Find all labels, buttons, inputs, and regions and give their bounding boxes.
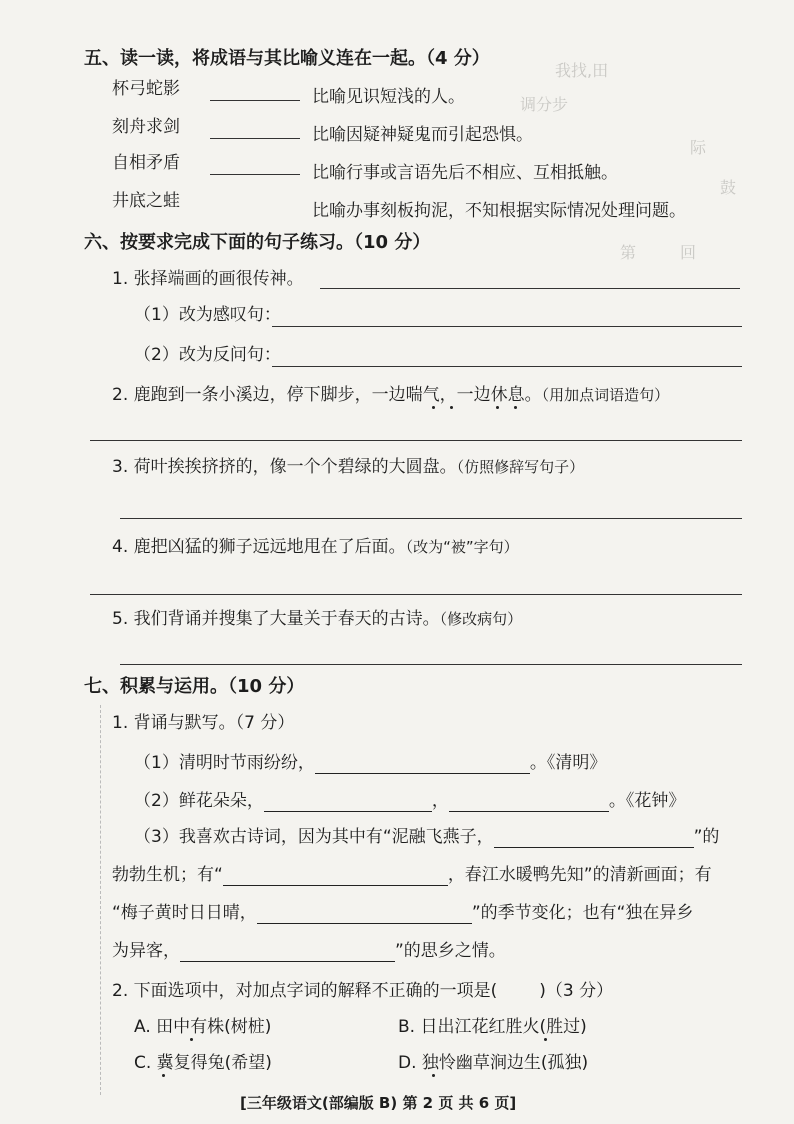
fill-blank[interactable] [180, 943, 395, 962]
bleed-through-text: 第 [620, 243, 637, 262]
fill-blank[interactable] [257, 905, 472, 924]
match-blank[interactable] [210, 100, 300, 101]
idiom-item: 刻舟求剑 [112, 117, 180, 137]
question-text [112, 980, 613, 1002]
fill-line [112, 902, 693, 924]
poem-prompt: （2）鲜花朵朵， [134, 791, 264, 811]
answer-line[interactable] [272, 326, 742, 327]
fill-line [112, 864, 712, 886]
section5-title: 五、读一读，将成语与其比喻义连在一起。（4 分） [84, 48, 490, 69]
fill-line [134, 826, 719, 848]
emphasis-dot [190, 1038, 193, 1041]
answer-line[interactable] [90, 594, 742, 595]
question-body: 2. 下面选项中，对加点字词的解释不正确的一项是( [112, 981, 498, 1001]
poem-prompt: （3）我喜欢古诗词，因为其中有“泥融飞燕子， [134, 827, 494, 847]
emphasis-dot [544, 1038, 547, 1041]
question-text: 1. 背诵与默写。（7 分） [112, 713, 295, 733]
question-note: （用加点词语造句） [541, 386, 670, 404]
answer-line[interactable] [90, 440, 742, 441]
section6-title: 六、按要求完成下面的句子练习。（10 分） [84, 232, 431, 253]
poem-text: ”的季节变化；也有“独在异乡 [471, 903, 694, 923]
idiom-item: 杯弓蛇影 [112, 79, 180, 99]
idiom-item: 井底之蛙 [112, 191, 180, 211]
page-footer: [三年级语文(部编版 B) 第 2 页 共 6 页] [240, 1094, 517, 1112]
question-note: （修改病句） [439, 610, 523, 628]
poem-prompt: 为异客， [112, 941, 180, 961]
fill-blank[interactable] [264, 793, 432, 812]
answer-line[interactable] [320, 288, 740, 289]
question-text [112, 384, 669, 406]
fill-blank[interactable] [494, 829, 694, 848]
question-text [112, 536, 519, 558]
meaning-item: 比喻办事刻板拘泥，不知根据实际情况处理问题。 [312, 201, 686, 221]
idiom-item: 自相矛盾 [112, 153, 180, 173]
match-blank[interactable] [210, 174, 300, 175]
poem-text: ”的思乡之情。 [395, 941, 506, 961]
subquestion-text: （2）改为反问句： [134, 345, 281, 365]
answer-line[interactable] [120, 518, 742, 519]
question-note: （改为“被”字句） [405, 538, 519, 556]
poem-prompt: （1）清明时节雨纷纷， [134, 753, 315, 773]
question-text [112, 456, 584, 478]
emphasis-dot [450, 406, 453, 409]
emphasis-dot [432, 1074, 435, 1077]
meaning-item: 比喻因疑神疑鬼而引起恐惧。 [312, 125, 533, 145]
section7-title: 七、积累与运用。（10 分） [84, 676, 305, 697]
emphasis-dot [162, 1074, 165, 1077]
bleed-through-text: 回 [680, 243, 697, 262]
fill-blank[interactable] [449, 793, 609, 812]
question-text: 1. 张择端画的画很传神。 [112, 269, 304, 289]
question-body: 3. 荷叶挨挨挤挤的，像一个个碧绿的大圆盘。 [112, 457, 457, 477]
faint-border [100, 705, 101, 1095]
question-score: )（3 分） [539, 981, 614, 1001]
emphasis-dot [514, 406, 517, 409]
emphasis-dot [496, 406, 499, 409]
bleed-through-text: 调分步 [520, 95, 569, 114]
poem-source: 。《花钟》 [608, 791, 686, 811]
fill-line [134, 752, 606, 774]
question-text [112, 608, 522, 630]
fill-line [134, 790, 685, 812]
question-body: 4. 鹿把凶猛的狮子远远地甩在了后面。 [112, 537, 406, 557]
option-d[interactable]: D. 独怜幽草涧边生(孤独) [398, 1053, 589, 1073]
poem-text: ，春江水暖鸭先知”的清新画面；有 [447, 865, 712, 885]
fill-blank[interactable] [315, 755, 530, 774]
poem-source: 。《清明》 [529, 753, 607, 773]
subquestion-text: （1）改为感叹句： [134, 305, 281, 325]
poem-sep: ， [431, 791, 449, 811]
question-note: （仿照修辞写句子） [456, 458, 585, 476]
answer-line[interactable] [272, 366, 742, 367]
meaning-item: 比喻行事或言语先后不相应、互相抵触。 [312, 163, 618, 183]
bleed-through-text: 鼓 [720, 178, 737, 197]
bleed-through-text: 我找,田 [555, 61, 609, 80]
option-b[interactable]: B. 日出江花红胜火(胜过) [398, 1017, 587, 1037]
fill-line [112, 940, 506, 962]
poem-prompt: 勃勃生机；有“ [112, 865, 223, 885]
fill-blank[interactable] [223, 867, 448, 886]
question-body: 2. 鹿跑到一条小溪边，停下脚步，一边喘气，一边休息。 [112, 385, 542, 405]
question-body: 5. 我们背诵并搜集了大量关于春天的古诗。 [112, 609, 440, 629]
match-blank[interactable] [210, 138, 300, 139]
bleed-through-text: 际 [690, 138, 707, 157]
emphasis-dot [432, 406, 435, 409]
poem-text: ”的 [693, 827, 720, 847]
option-c[interactable]: C. 冀复得兔(希望) [134, 1053, 272, 1073]
option-a[interactable]: A. 田中有株(树桩) [134, 1017, 272, 1037]
answer-line[interactable] [120, 664, 742, 665]
meaning-item: 比喻见识短浅的人。 [312, 87, 465, 107]
poem-prompt: “梅子黄时日日晴， [112, 903, 257, 923]
